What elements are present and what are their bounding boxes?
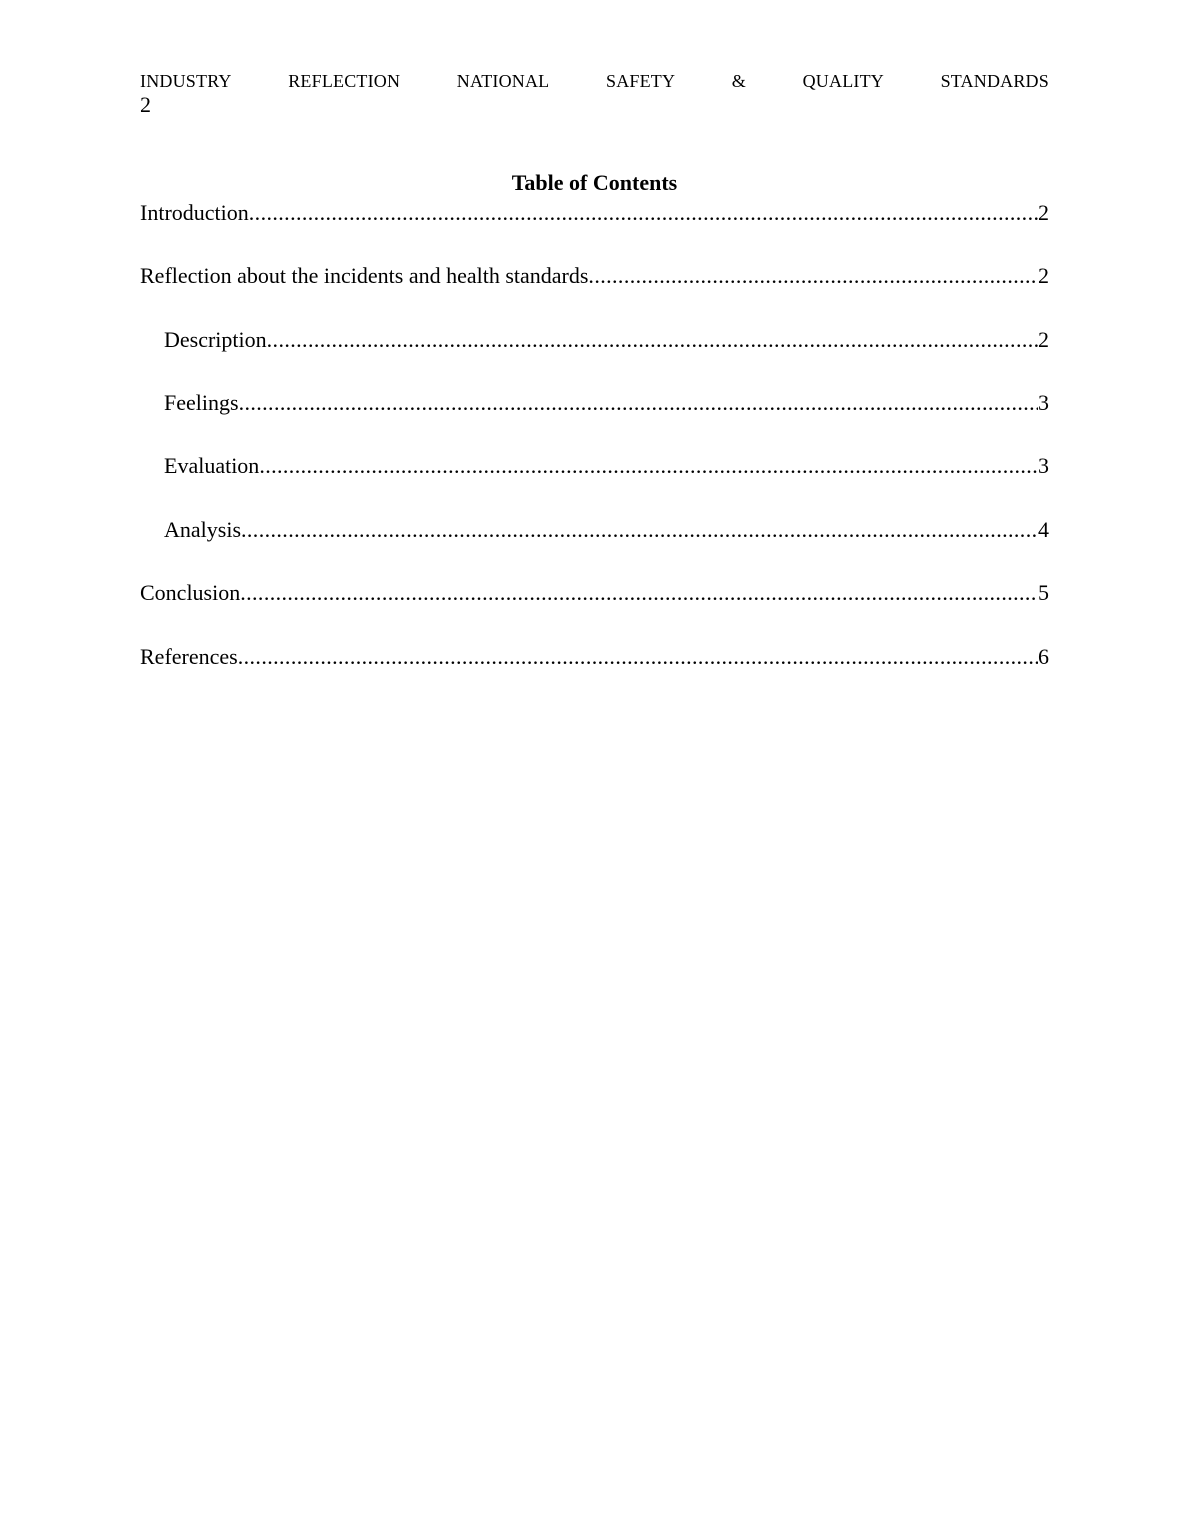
header-word: QUALITY	[802, 71, 884, 91]
header-word: NATIONAL	[456, 71, 550, 91]
header-word: STANDARDS	[940, 71, 1049, 91]
toc-entry-label: Introduction	[140, 200, 249, 225]
toc-entry-references[interactable]	[140, 642, 1049, 672]
running-header-title	[140, 70, 1049, 92]
toc-entry-analysis[interactable]	[140, 515, 1049, 545]
toc-entry-introduction[interactable]	[140, 198, 1049, 228]
header-word: &	[731, 71, 746, 91]
header-word: REFLECTION	[288, 71, 401, 91]
toc-entry-label: References	[140, 644, 238, 669]
toc-entry-label: Evaluation	[164, 453, 260, 478]
toc-entry-page: 2	[1038, 200, 1049, 225]
toc-entry-page: 2	[1038, 263, 1049, 288]
toc-entry-page: 5	[1038, 580, 1049, 605]
toc-entry-page: 3	[1038, 390, 1049, 415]
header-word: INDUSTRY	[140, 71, 232, 91]
toc-entry-label: Reflection about the incidents and health standards	[140, 263, 589, 288]
toc-entry-reflection[interactable]	[140, 261, 1049, 291]
toc-title: Table of Contents	[511, 170, 678, 195]
table-of-contents	[140, 198, 1049, 672]
toc-entry-page: 6	[1038, 644, 1049, 669]
toc-entry-label: Analysis	[164, 517, 241, 542]
toc-entry-label: Feelings	[164, 390, 239, 415]
toc-entry-page: 2	[1038, 327, 1049, 352]
toc-entry-label: Conclusion	[140, 580, 241, 605]
toc-entry-page: 4	[1038, 517, 1049, 542]
toc-entry-conclusion[interactable]	[140, 578, 1049, 608]
toc-entry-description[interactable]	[140, 325, 1049, 355]
toc-entry-label: Description	[164, 327, 267, 352]
toc-entry-feelings[interactable]	[140, 388, 1049, 418]
toc-entry-evaluation[interactable]	[140, 451, 1049, 481]
toc-leader-dots	[239, 388, 1038, 418]
header-word: SAFETY	[605, 71, 676, 91]
toc-leader-dots	[240, 578, 1038, 608]
toc-leader-dots	[249, 198, 1038, 228]
toc-leader-dots	[259, 451, 1038, 481]
toc-leader-dots	[588, 261, 1038, 291]
header-page-number: 2	[140, 92, 151, 117]
toc-leader-dots	[241, 515, 1038, 545]
running-header	[140, 70, 1049, 118]
toc-leader-dots	[238, 642, 1038, 672]
toc-leader-dots	[267, 325, 1038, 355]
toc-entry-page: 3	[1038, 453, 1049, 478]
